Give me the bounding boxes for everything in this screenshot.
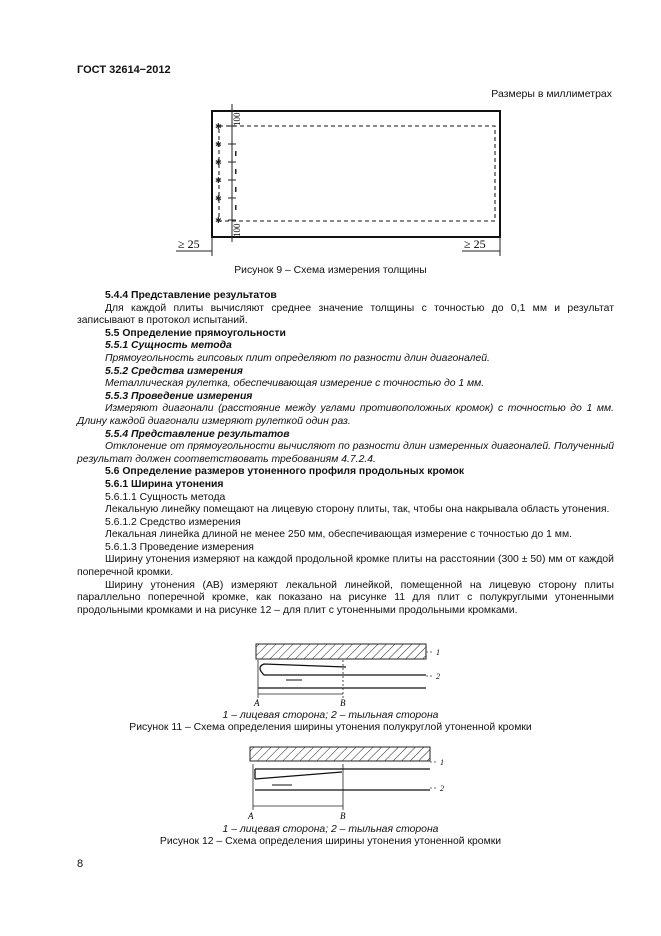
document-header: ГОСТ 32614−2012	[77, 64, 171, 76]
svg-text:✱: ✱	[215, 194, 222, 203]
section-5-6-1-3-body-2: Ширину утонения (АВ) измеряют лекальной линейкой, помещенной на лицевую сторону плиты параллельно поперечной кромке, как показано на рисунке 11 для плит с полукруглыми утоненными продольными кромками и на рисунке 12 – для плит с утоненными продольными кромками.	[77, 579, 614, 616]
section-5-5-1-title: 5.5.1 Сущность метода	[105, 340, 232, 352]
body-text	[77, 290, 614, 617]
figure-12-diagram	[242, 742, 452, 822]
section-5-6-1-2-body: Лекальная линейка длиной не менее 250 мм, обеспечивающая измерение с точностью до 1 мм.	[105, 529, 572, 541]
section-5-4-4-title: 5.4.4 Представление результатов	[105, 290, 277, 301]
fig11-label-1: 1	[436, 648, 440, 657]
measure-zone-dashed	[219, 126, 495, 221]
section-5-5-1-body: Прямоугольность гипсовых плит определяют по разности длин диагоналей.	[105, 352, 490, 364]
board-rounded-tapered-edge	[260, 664, 346, 675]
fig12-label-2: 2	[440, 784, 444, 793]
section-5-5-3-title: 5.5.3 Проведение измерения	[105, 390, 253, 402]
figure-11-legend: 1 – лицевая сторона; 2 – тыльная сторона	[222, 710, 439, 721]
figure-11-caption: Рисунок 11 – Схема определения ширины утонения полукруглой утоненной кромки	[129, 722, 532, 733]
fig11-label-2: 2	[436, 672, 440, 681]
section-5-5-2-body: Металлическая рулетка, обеспечивающая измерение с точностью до 1 мм.	[105, 378, 485, 390]
units-note: Размеры в миллиметрах	[491, 88, 612, 100]
fig11-label-b: B	[340, 698, 346, 708]
svg-text:✱: ✱	[215, 158, 222, 167]
ruler-hatched	[250, 747, 430, 761]
figure-11-diagram	[246, 640, 446, 708]
svg-text:✱: ✱	[215, 140, 222, 149]
figure-9-caption: Рисунок 9 – Схема измерения толщины	[234, 265, 427, 276]
section-5-6-1-title: 5.6.1 Ширина утонения	[105, 478, 224, 490]
figure-12-caption: Рисунок 12 – Схема определения ширины утонения утоненной кромки	[159, 836, 502, 847]
figure-9-thickness-diagram	[170, 96, 510, 260]
section-5-5-4-title: 5.5.4 Представление результатов	[105, 428, 290, 440]
section-5-4-4-body: Для каждой плиты вычисляют среднее значение толщины с точностью до 0,1 мм и результат записывают в протокол испытаний.	[77, 302, 614, 327]
fig12-label-1: 1	[440, 758, 444, 767]
section-5-6-1-3-body-1: Ширину утонения измеряют на каждой продольной кромке плиты на расстоянии (300 ± 50) мм от каждой поперечной кромки.	[77, 554, 614, 579]
dimension-ge25-right: ≥ 25	[464, 237, 486, 251]
section-5-5-2-title: 5.5.2 Средства измерения	[105, 365, 243, 377]
dimension-100-bottom: 100	[232, 223, 242, 237]
ruler-hatched	[256, 644, 426, 659]
section-5-5-3-body: Измеряют диагонали (расстояние между углами противоположных кромок) с точностью до 1 мм. Длину каждой диагонали измеряют рулеткой один раз.	[77, 403, 614, 427]
board-outline	[212, 111, 500, 237]
section-5-5-title: 5.5 Определение прямоугольности	[105, 327, 286, 339]
section-5-6-1-1-body: Лекальную линейку помещают на лицевую сторону плиты, так, чтобы она накрывала область утонения.	[105, 504, 610, 516]
dimension-ge25-left: ≥ 25	[178, 237, 200, 251]
board-taper-line	[255, 772, 342, 779]
section-5-6-title: 5.6 Определение размеров утоненного профиля продольных кромок	[105, 466, 465, 478]
dimension-100-top: 100	[232, 112, 242, 126]
svg-text:✱: ✱	[215, 176, 222, 185]
section-5-6-1-2-title: 5.6.1.2 Средство измерения	[105, 516, 241, 528]
svg-text:✱: ✱	[215, 122, 222, 131]
section-5-6-1-3-title: 5.6.1.3 Проведение измерения	[105, 541, 254, 553]
page-number: 8	[77, 858, 84, 870]
fig12-label-b: B	[340, 811, 346, 821]
figure-12-legend: 1 – лицевая сторона; 2 – тыльная сторона	[222, 824, 439, 835]
svg-text:✱: ✱	[215, 216, 222, 225]
fig11-label-a: A	[254, 698, 260, 708]
section-5-6-1-1-title: 5.6.1.1 Сущность метода	[105, 491, 226, 503]
section-5-5-4-body: Отклонение от прямоугольности вычисляют по разности длин измеренных диагоналей. Полученный результат должен соответствовать требованиям 4.7.2.4.	[77, 441, 614, 465]
fig12-label-a: A	[248, 811, 254, 821]
